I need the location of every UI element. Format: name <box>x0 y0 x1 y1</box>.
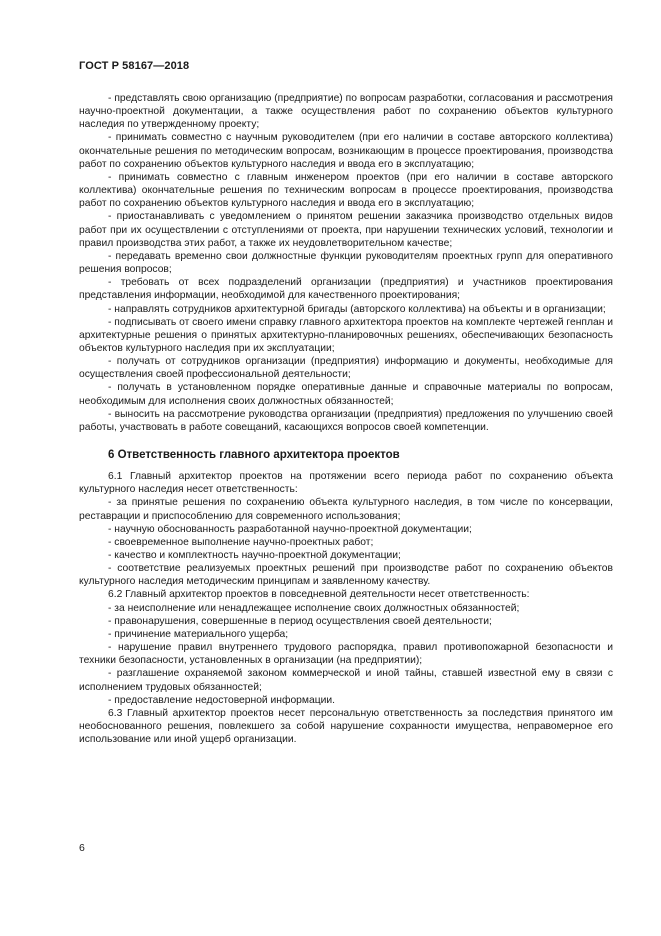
section-paragraph: - за принятые решения по сохранению объекта культурного наследия, в том числе по консервации, реставрации и приспособлению для современного использования; <box>79 497 613 522</box>
rights-item: - направлять сотрудников архитектурной бригады (авторского коллектива) на объекты и в организации; <box>108 303 606 315</box>
section-paragraph: 6.3 Главный архитектор проектов несет персональную ответственность за последствия принятого им необоснованного решения, повлекшего за собой нарушение сохранности имущества, неправомерное его использование или иной ущерб организации. <box>79 707 613 746</box>
page-number: 6 <box>79 842 85 854</box>
rights-item: - требовать от всех подразделений организации (предприятия) и участников проектирования представления информации, необходимой для качественного проектирования; <box>79 277 613 302</box>
section-paragraph: - нарушение правил внутреннего трудового распорядка, правил противопожарной безопасности и техники безопасности, установленных в организации (на предприятии); <box>79 642 613 667</box>
rights-item: - выносить на рассмотрение руководства организации (предприятия) предложения по улучшению своей работы, участвовать в работе совещаний, касающихся вопросов своей компетенции. <box>79 408 613 433</box>
rights-item: - передавать временно свои должностные функции руководителям проектных групп для оперативного решения вопросов; <box>79 250 613 276</box>
section-paragraph: - правонарушения, совершенные в период осуществления своей деятельности; <box>108 615 492 627</box>
section-paragraph: - предоставление недостоверной информации. <box>108 694 335 706</box>
section-paragraph: - научную обоснованность разработанной научно-проектной документации; <box>108 523 472 535</box>
rights-item: - принимать совместно с главным инженером проектов (при его наличии в составе авторского коллектива) окончательные решения по техническим вопросам в процессе проектирования, производства работ по сохранению объектов культурного наследия и ввода его в эксплуатацию; <box>79 171 613 210</box>
section-6-title: 6 Ответственность главного архитектора проектов <box>108 449 400 462</box>
rights-item: - приостанавливать с уведомлением о принятом решении заказчика производство отдельных видов работ при их осуществлении с отступлениями от проекта, при нарушении технических условий, технологии и правил производства этих работ, а также их неудовлетворительном качестве; <box>79 211 613 249</box>
document-body <box>79 92 613 746</box>
section-paragraph: - соответствие реализуемых проектных решений при производстве работ по сохранению объектов культурного наследия методическим принципам и заявленному качеству. <box>79 563 613 588</box>
section-paragraph: 6.1 Главный архитектор проектов на протяжении всего периода работ по сохранению объекта культурного наследия несет ответственность: <box>79 471 613 496</box>
section-6-body <box>79 470 613 746</box>
rights-item: - получать в установленном порядке оперативные данные и справочные материалы по вопросам, необходимым для исполнения своих должностных обязанностей; <box>79 382 613 407</box>
section-paragraph: - своевременное выполнение научно-проектных работ; <box>108 536 374 548</box>
rights-item: - подписывать от своего имени справку главного архитектора проектов на комплекте чертежей генплан и архитектурные решения о принятых архитектурно-планировочных решениях, обеспечивающих безопасность объектов культурного наследия при их эксплуатации; <box>79 316 613 354</box>
document-header: ГОСТ Р 58167—2018 <box>79 60 190 72</box>
section-paragraph: 6.2 Главный архитектор проектов в повседневной деятельности несет ответственность: <box>108 589 530 601</box>
rights-item: - принимать совместно с научным руководителем (при его наличии в составе авторского коллектива) окончательные решения по методическим вопросам, возникающим в процессе проектирования, производства работ по сохранению объектов культурного наследия и ввода его в эксплуатацию; <box>79 132 613 170</box>
section-paragraph: - качество и комплектность научно-проектной документации; <box>108 550 401 561</box>
section-paragraph: - причинение материального ущерба; <box>108 628 289 640</box>
section-paragraph: - за неисполнение или ненадлежащее исполнение своих должностных обязанностей; <box>108 602 520 614</box>
rights-item: - получать от сотрудников организации (предприятия) информацию и документы, необходимые для осуществления своей профессиональной деятельности; <box>79 356 613 381</box>
rights-list <box>79 92 613 434</box>
rights-item: - представлять свою организацию (предприятие) по вопросам разработки, согласования и рассмотрения научно-проектной документации, а также осуществления работ по сохранению объектов культурного наследия по утвержденному проекту; <box>79 93 613 131</box>
section-paragraph: - разглашение охраняемой законом коммерческой и иной тайны, ставшей известной ему в связи с исполнением трудовых обязанностей; <box>79 668 613 693</box>
